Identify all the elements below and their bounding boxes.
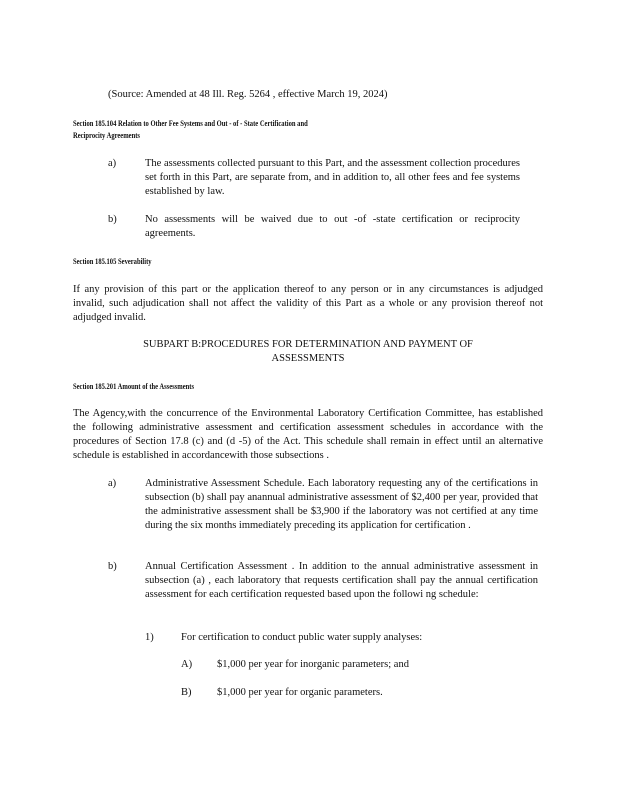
section-185-104-item-a-text: The assessments collected pursuant to this Part, and the assessment collection procedures set forth in this Part, are separate from, and in addition to, all other fees and fee systems established by law.: [145, 158, 520, 197]
organic-parameters-fee: $1,000 per year for organic parameters.: [217, 687, 383, 698]
entry-b-label: B): [181, 687, 192, 698]
subpart-heading-line2: ASSESSMENTS: [271, 353, 345, 364]
subpart-heading-line1: SUBPART B:PROCEDURES FOR DETERMINATION AND PAYMENT OF: [143, 339, 473, 350]
entry-a-label: A): [181, 659, 193, 670]
section-185-105-heading: Section 185.105 Severability: [73, 257, 152, 266]
section-185-104-item-b-text: No assessments will be waived due to out -of -state certification or reciprocity agreements.: [145, 214, 520, 239]
item-a-label: a): [108, 478, 117, 489]
section-185-104-heading-line1: Section 185.104 Relation to Other Fee Systems and Out - of - State Certification and: [73, 119, 308, 128]
inorganic-parameters-fee: $1,000 per year for inorganic parameters; and: [217, 659, 409, 670]
section-185-104-heading-line2: Reciprocity Agreements: [73, 131, 140, 140]
source-note: (Source: Amended at 48 Ill. Reg. 5264 , effective March 19, 2024): [108, 89, 388, 100]
public-water-supply-text: For certification to conduct public water supply analyses:: [181, 632, 423, 643]
item-b-label: b): [108, 214, 117, 225]
section-185-105-text: If any provision of this part or the application thereof to any person or in any circumstances is adjudged invalid, such adjudication shall not affect the validity of this Part as a whole or any provision thereof not adjudged invalid.: [73, 284, 543, 323]
annual-certification-assessment-text: Annual Certification Assessment . In addition to the annual administrative assessment in subsection (a) , each laboratory that requests certification shall pay the annual certification assessment for each certification requested based upon the followi ng schedule:: [145, 561, 538, 600]
sub-item-1-label: 1): [145, 632, 154, 643]
item-b-label: b): [108, 561, 117, 572]
section-185-201-heading: Section 185.201 Amount of the Assessments: [73, 382, 195, 391]
section-185-201-intro: The Agency,with the concurrence of the Environmental Laboratory Certification Committee, has established the following administrative assessment and certification assessment schedules in accordance with the procedures of Section 17.8 (c) and (d -5) of the Act. This schedule shall remain in effect until an alternative schedule is established in accordancewith those subsections .: [73, 408, 543, 461]
item-a-label: a): [108, 158, 117, 169]
administrative-assessment-schedule-text: Administrative Assessment Schedule. Each laboratory requesting any of the certifications in subsection (b) shall pay anannual administrative assessment of $2,400 per year, provided that the administrative assessment shall be $3,900 if the laboratory was not certified at any time during the six months immediately preceding its application for certification .: [145, 478, 538, 531]
